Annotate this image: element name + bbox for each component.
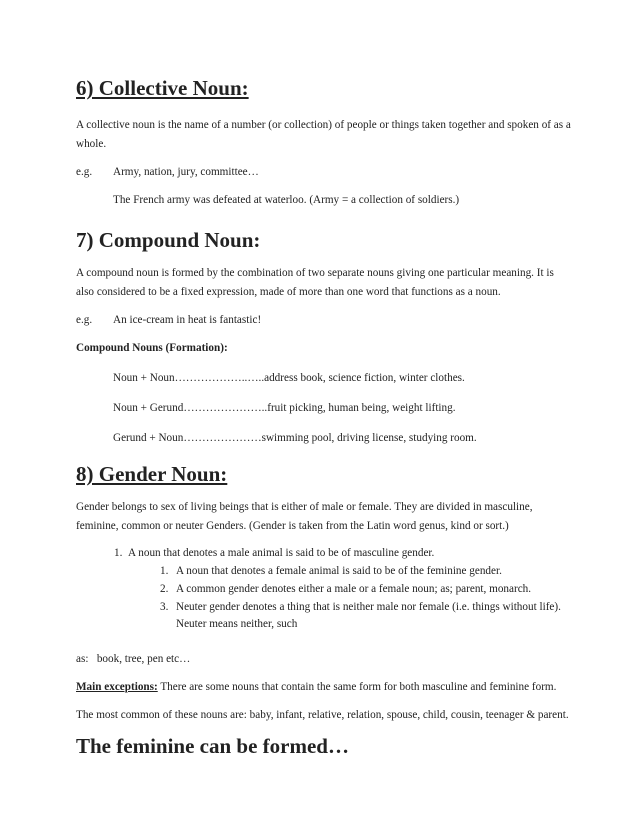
gender-noun-definition-line-1: Gender belongs to sex of living beings that is either of male or female. They are divided in masculine, [76, 501, 533, 513]
formation-noun-gerund: Noun + Gerund…………………..fruit picking, human being, weight lifting. [113, 402, 456, 414]
compound-formation-heading: Compound Nouns (Formation): [76, 342, 228, 354]
common-nouns-line: The most common of these nouns are: baby, infant, relative, relation, spouse, child, cousin, teenager & parent. [76, 709, 569, 721]
formation-gerund-noun: Gerund + Noun…………………swimming pool, driving license, studying room. [113, 432, 477, 444]
collective-eg-text: Army, nation, jury, committee… [113, 166, 259, 178]
examples-line: as: book, tree, pen etc… [76, 653, 191, 665]
heading-feminine-formed: The feminine can be formed… [76, 734, 349, 758]
compound-noun-definition-line-1: A compound noun is formed by the combination of two separate nouns giving one particular meaning. It is [76, 267, 554, 279]
formation-noun-noun: Noun + Noun………………..…..address book, science fiction, winter clothes. [113, 372, 465, 384]
compound-eg-label: e.g. [76, 314, 93, 326]
collective-example-sentence: The French army was defeated at waterloo. (Army = a collection of soldiers.) [113, 194, 460, 206]
heading-collective-noun: 6) Collective Noun: [76, 76, 249, 100]
sublist-item-2-text: A common gender denotes either a male or a female noun; as; parent, monarch. [176, 583, 532, 595]
collective-noun-definition-line-2: whole. [76, 138, 107, 150]
sublist-item-1-number: 1. [160, 565, 169, 577]
sublist-item-2-number: 2. [160, 583, 169, 595]
sublist-item-1-text: A noun that denotes a female animal is said to be of the feminine gender. [176, 565, 502, 577]
heading-gender-noun: 8) Gender Noun: [76, 462, 228, 486]
exceptions-label: Main exceptions: [76, 681, 158, 693]
gender-noun-definition-line-2: feminine, common or neuter Genders. (Gender is taken from the Latin word genus, kind or sort.) [76, 520, 509, 532]
heading-compound-noun: 7) Compound Noun: [76, 228, 261, 252]
collective-noun-definition-line-1: A collective noun is the name of a number (or collection) of people or things taken together and spoken of as a [76, 119, 571, 131]
compound-eg-text: An ice-cream in heat is fantastic! [113, 314, 262, 326]
sublist-item-3-text-line-2: Neuter means neither, such [176, 618, 298, 630]
exceptions-text: There are some nouns that contain the same form for both masculine and feminine form. [157, 681, 557, 693]
sublist-item-3-text-line-1: Neuter gender denotes a thing that is neither male nor female (i.e. things without life). [176, 601, 561, 613]
exceptions-line [76, 678, 556, 697]
compound-noun-definition-line-2: also considered to be a fixed expression, made of more than one word that functions as a noun. [76, 286, 501, 298]
list-item-1-number: 1. [114, 547, 123, 559]
list-item-1-text: A noun that denotes a male animal is said to be of masculine gender. [128, 547, 435, 559]
collective-eg-label: e.g. [76, 166, 93, 178]
sublist-item-3-number: 3. [160, 601, 169, 613]
